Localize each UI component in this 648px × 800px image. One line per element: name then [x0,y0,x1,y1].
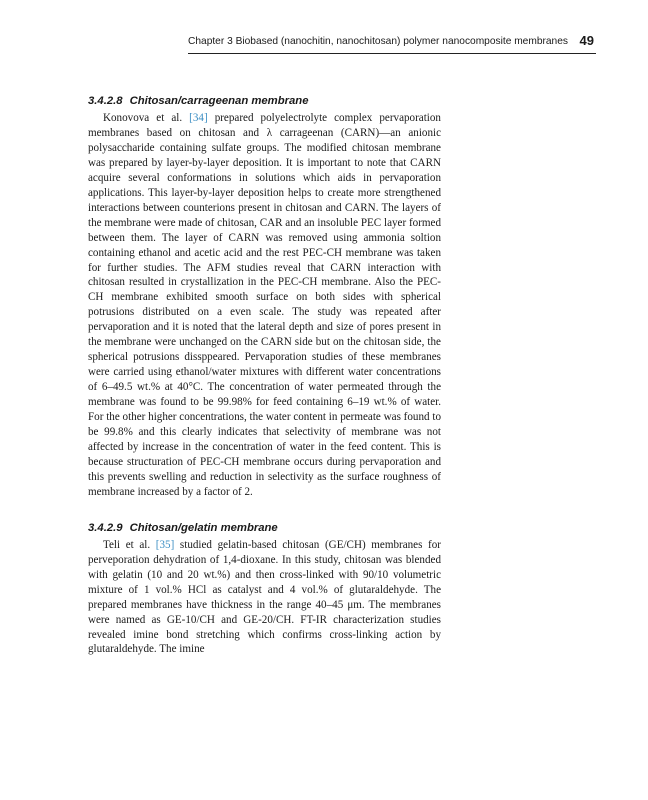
paragraph-lead: Konovova et al. [103,112,190,124]
section-number: 3.4.2.8 [88,95,123,107]
running-header [188,33,596,54]
section-heading [88,520,441,536]
section-heading [88,93,441,109]
paragraph-text: prepared polyelectrolyte complex pervaporation membranes based on chitosan and λ carrageenan (CARN)—an anionic polysaccharide containing sulfate groups. The modified chitosan membrane was prepared by layer-by-layer deposition. It is important to note that CARN acquire several conformations in solutions which aids in pervaporation applications. This layer-by-layer deposition helps to create more strengthened interactions between counterions present in chitosan and CARN. The layers of the membrane were made of chitosan, CAR and an insoluble PEC layer formed between them. The layer of CARN was removed using ammonia soltion containing ethanol and acetic acid and the rest PEC-CH membrane was taken for further studies. The AFM studies reveal that CARN interaction with chitosan resulted in crystallization in the PEC-CH membrane. Also the PEC-CH membrane exhibited smooth surface on both sides with spherical potrusions distributed on a even scale. The study was repeated after pervaporation and it is noted that the lateral depth and size of pores present in the membrane were unchanged on the CARN side but on the chitosan side, the spherical potrusions dissppeared. Pervaporation studies of these membranes were carried using ethanol/water mixtures with different water concentrations of 6–49.5 wt.% at 40°C. The concentration of water permeated through the membrane was found to be 99.98% for feed containing 6–19 wt.% of water. For the other higher concentrations, the water content in permeate was found to be 99.8% and this clearly indicates that selectivity of membrane was not affected by increase in the concentration of water in the feed content. This is because structuration of PEC-CH membrane occurs during pervaporation and this prevents swelling and reduction in selectivity as the surface roughness of membrane increased by a factor of 2. [88,112,441,498]
section-number: 3.4.2.9 [88,521,123,534]
body-paragraph [88,111,441,500]
main-content [88,93,441,657]
citation-link[interactable]: [34] [189,112,208,124]
page-number: 49 [579,33,594,48]
section-chitosan-carrageenan [88,93,441,500]
section-title: Chitosan/gelatin membrane [129,521,278,534]
section-chitosan-gelatin [88,520,441,658]
paragraph-lead: Teli et al. [103,538,156,551]
citation-link[interactable]: [35] [155,538,175,551]
chapter-title: Chapter 3 Biobased (nanochitin, nanochitosan) polymer nanocomposite membranes [188,36,568,47]
section-title: Chitosan/carrageenan membrane [129,95,309,107]
paragraph-text: studied gelatin-based chitosan (GE/CH) membranes for perveporation dehydration of 1,4-dioxane. In this study, chitosan was blended with gelatin (10 and 20 wt.%) and then cross-linked with 90/10 volumetric mixture of 1 vol.% HCl as catalyst and 4 vol.% of glutaraldehyde. The prepared membranes have thickness in the range 40–45 μm. The membranes were named as GE-10/CH and GE-20/CH. FT-IR characterization studies revealed imine bond stretching which confirms cross-linking action by glutaraldehyde. The imine [88,538,441,656]
body-paragraph [88,538,441,658]
